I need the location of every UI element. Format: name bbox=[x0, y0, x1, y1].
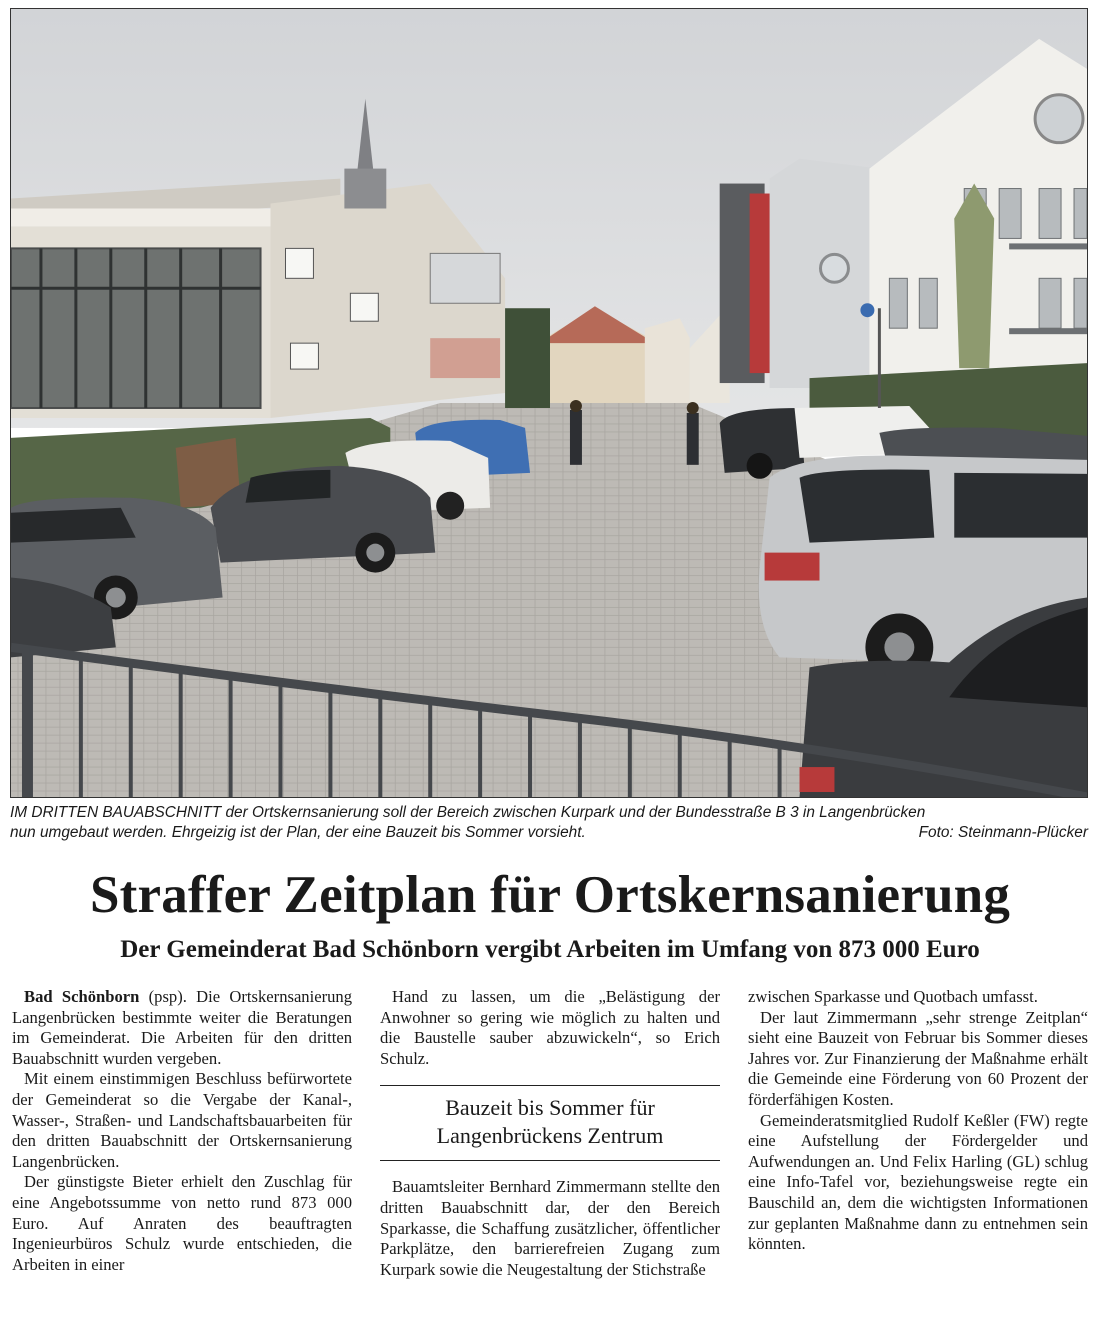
paragraph: Bauamtsleiter Bernhard Zimmermann stellte den dritten Bauabschnitt dar, der den Bereich Sparkasse, die Schaffung zusätzlicher, öffentlicher Parkplätze, den barrierefreien Zugang zum Kurpark sowie die Neugestaltung der Stichstraße bbox=[380, 1177, 720, 1279]
caption-lead: IM DRITTEN BAUABSCHNITT bbox=[10, 804, 222, 821]
caption-line-1 bbox=[10, 803, 1088, 823]
article-column-1 bbox=[12, 987, 352, 1275]
pull-quote-line-1: Bauzeit bis Sommer für bbox=[445, 1095, 655, 1121]
article-column-3 bbox=[748, 987, 1088, 1255]
parking-lot-photo bbox=[11, 9, 1087, 797]
photo-credit: Foto: Steinmann-Plücker bbox=[918, 824, 1088, 841]
article-subheadline: Der Gemeinderat Bad Schönborn vergibt Arbeiten im Umfang von 873 000 Euro bbox=[120, 936, 980, 963]
news-photo bbox=[10, 8, 1088, 798]
caption-text-2: nun umgebaut werden. Ehrgeizig ist der Plan, der eine Bauzeit bis Sommer vorsieht. bbox=[10, 824, 586, 841]
caption-text-1: der Ortskernsanierung soll der Bereich zwischen Kurpark und der Bundesstraße B 3 in Langenbrücken bbox=[221, 804, 926, 821]
paragraph: Mit einem einstimmigen Beschluss befürwortete der Gemeinderat so die Vergabe der Kanal-, Wasser-, Straßen- und Landschaftsbauarbeiten für den dritten Bauabschnitt der Ortskernsanierung Langenbrücken. bbox=[12, 1069, 352, 1171]
paragraph-text: (psp). Die Ortskernsanierung Langenbrücken bestimmte weiter die Beratungen im Gemeinderat. Die Arbeiten für den dritten Bauabschnitt wurden vergeben. bbox=[12, 987, 352, 1068]
article-column-2 bbox=[380, 987, 720, 1280]
article-headline: Straffer Zeitplan für Ortskernsanierung bbox=[89, 866, 1011, 924]
dateline: Bad Schönborn bbox=[24, 987, 140, 1006]
paragraph: Der günstigste Bieter erhielt den Zuschlag für eine Angebotssumme von netto rund 873 000 Euro. Auf Anraten des beauftragten Ingenieurbüros Schulz wurde entschieden, die Arbeiten in einer bbox=[12, 1172, 352, 1274]
photo-caption bbox=[10, 803, 1088, 843]
paragraph: Der laut Zimmermann „sehr strenge Zeitplan“ sieht eine Bauzeit von Februar bis Sommer dieses Jahres vor. Zur Finanzierung der Maßnahme erhält die Gemeinde eine Förderung von 60 Prozent der förderfähigen Kosten. bbox=[748, 1007, 1088, 1109]
paragraph bbox=[12, 987, 352, 1069]
left-building bbox=[11, 179, 505, 418]
paragraph: Gemeinderatsmitglied Rudolf Keßler (FW) regte eine Aufstellung der Fördergelder und Aufwendungen an. Und Felix Harling (GL) schlug eine Info-Tafel vor, beziehungsweise regte ein Bauschild an, dem die wichtigsten Informationen zur geplanten Maßnahme dann zu entnehmen sein könnten. bbox=[748, 1110, 1088, 1254]
pull-quote bbox=[380, 1085, 720, 1161]
paragraph: zwischen Sparkasse und Quotbach umfasst. bbox=[748, 987, 1038, 1006]
pull-quote-line-2: Langenbrückens Zentrum bbox=[436, 1123, 664, 1149]
paragraph: Hand zu lassen, um die „Belästigung der Anwohner so gering wie möglich zu halten und die Baustelle sauber abzuwickeln“, so Erich Schulz. bbox=[380, 987, 720, 1068]
caption-line-2 bbox=[10, 823, 1088, 843]
